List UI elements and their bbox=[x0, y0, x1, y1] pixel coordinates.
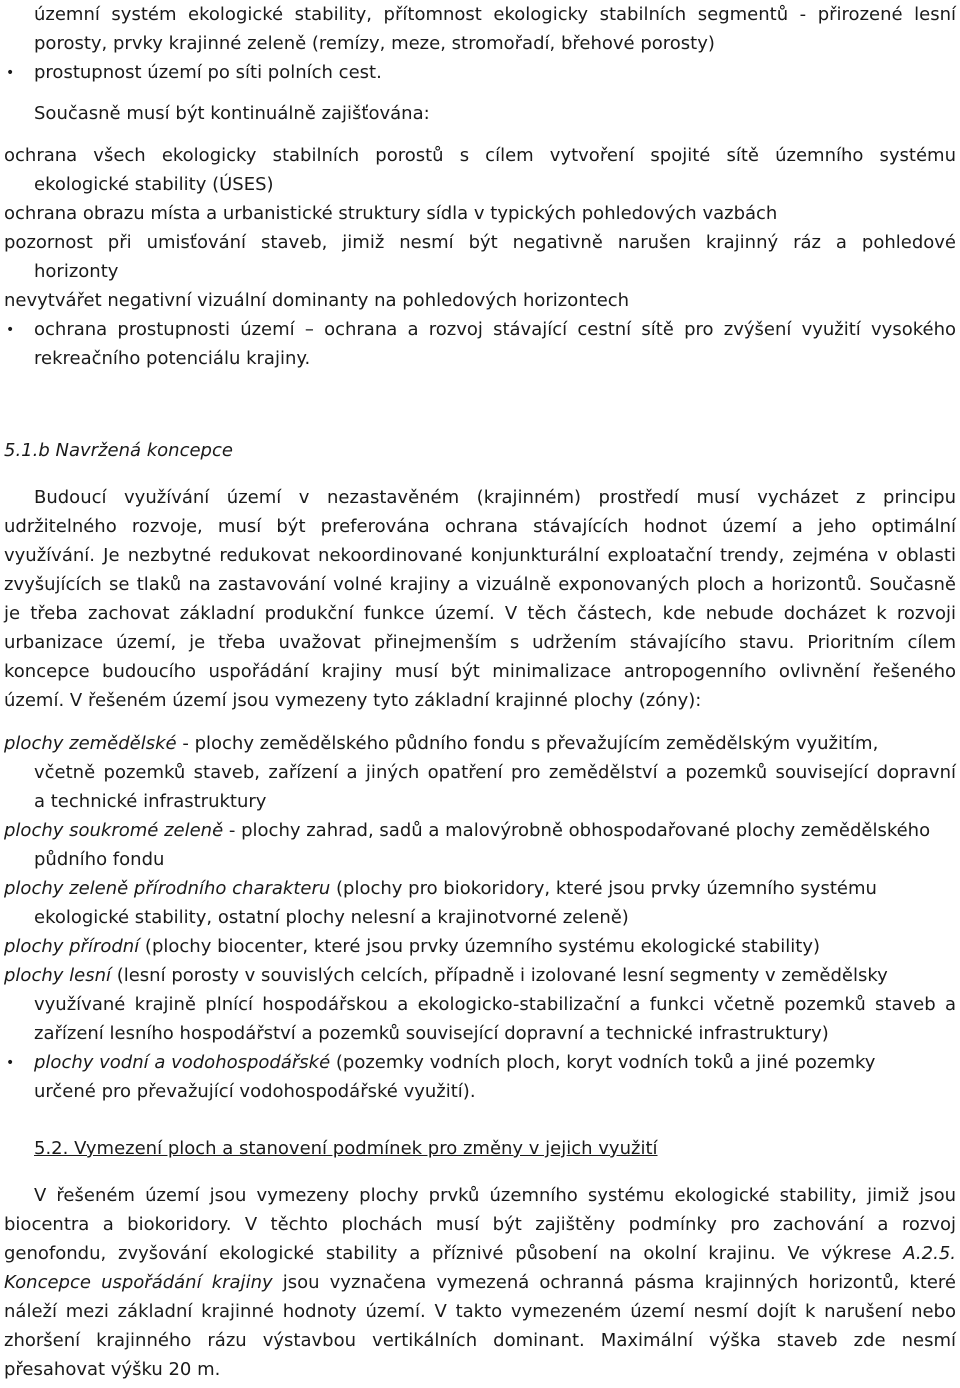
bullet-icon: • bbox=[6, 322, 15, 338]
paragraph-line: je třeba zachovat základní produkční funkce území. V těch částech, kde nebude docházet k rozvoji bbox=[4, 603, 956, 624]
paragraph-line: V řešeném území jsou vymezeny plochy prvků územního systému ekologické stability, jimiž jsou bbox=[34, 1185, 956, 1206]
paragraph-line: Budoucí využívání území v nezastavěném (krajinném) prostředí musí vycházet z principu bbox=[34, 487, 956, 508]
paragraph-line: udržitelného rozvoje, musí být preferována ochrana stávajících hodnot území a jeho optimální bbox=[4, 516, 956, 537]
paragraph-line: zvyšujících se tlaků na zastavování volné krajiny a vizuálně exponovaných ploch a horizontů. Současně bbox=[4, 574, 956, 595]
zone-item-natural-greenery: plochy zeleně přírodního charakteru (plochy pro biokoridory, které jsou prvky územního systému bbox=[4, 878, 877, 899]
text-line: pozornost při umisťování staveb, jimiž nesmí být negativně narušen krajinný ráz a pohledové bbox=[4, 232, 956, 253]
bullet-icon: • bbox=[6, 65, 15, 81]
text-line: ekologické stability (ÚSES) bbox=[34, 174, 274, 195]
paragraph-line: náleží mezi základní krajinné hodnoty území. V takto vymezeném území nesmí dojít k narušení nebo bbox=[4, 1301, 956, 1322]
zone-item-line: a technické infrastruktury bbox=[34, 791, 267, 812]
text-line: horizonty bbox=[34, 261, 119, 282]
zone-item-line: půdního fondu bbox=[34, 849, 165, 870]
zone-item-line: ekologické stability, ostatní plochy nelesní a krajinotvorné zeleně) bbox=[34, 907, 629, 928]
text-line: Současně musí být kontinuálně zajišťována: bbox=[34, 103, 430, 124]
zone-item-line: využívané krajině plnící hospodářskou a ekologicko-stabilizační a funkci včetně pozemků staveb a bbox=[34, 994, 956, 1015]
text-line: porosty, prvky krajinné zeleně (remízy, meze, stromořadí, břehové porosty) bbox=[34, 33, 715, 54]
zone-item-water: plochy vodní a vodohospodářské (pozemky vodních ploch, koryt vodních toků a jiné pozemky bbox=[34, 1052, 876, 1073]
zone-item-line: zařízení lesního hospodářství a pozemků související dopravní a technické infrastruktury) bbox=[34, 1023, 829, 1044]
zone-item-line: včetně pozemků staveb, zařízení a jiných opatření pro zemědělství a pozemků související dopravní bbox=[34, 762, 956, 783]
zone-item-forest: plochy lesní (lesní porosty v souvislých celcích, případně i izolované lesní segmenty v zemědělsky bbox=[4, 965, 888, 986]
paragraph-line: Koncepce uspořádání krajiny jsou vyznačena vymezená ochranná pásma krajinných horizontů, které bbox=[4, 1272, 956, 1293]
text-line: ochrana prostupnosti území – ochrana a rozvoj stávající cestní sítě pro zvýšení využití vysokého bbox=[34, 319, 956, 340]
paragraph-line: území. V řešeném území jsou vymezeny tyto základní krajinné plochy (zóny): bbox=[4, 690, 702, 711]
paragraph-line: biocentra a biokoridory. V těchto plochách musí být zajištěny podmínky pro zachování a rozvoj bbox=[4, 1214, 956, 1235]
section-heading: 5.1.b Navržená koncepce bbox=[4, 440, 233, 461]
paragraph-line: přesahovat výšku 20 m. bbox=[4, 1359, 221, 1380]
zone-item-line: určené pro převažující vodohospodářské využití). bbox=[34, 1081, 476, 1102]
zone-item-natural: plochy přírodní (plochy biocenter, které jsou prvky územního systému ekologické stability) bbox=[4, 936, 821, 957]
zone-item-agricultural: plochy zemědělské - plochy zemědělského půdního fondu s převažujícím zemědělským využitím, bbox=[4, 733, 879, 754]
text-line: nevytvářet negativní vizuální dominanty na pohledových horizontech bbox=[4, 290, 630, 311]
text-line: územní systém ekologické stability, přítomnost ekologicky stabilních segmentů - přirozené lesní bbox=[34, 4, 956, 25]
section-heading: 5.2. Vymezení ploch a stanovení podmínek pro změny v jejich využití bbox=[34, 1138, 658, 1159]
paragraph-line: zhoršení krajinného rázu výstavbou vertikálních dominant. Maximální výška staveb zde nesmí bbox=[4, 1330, 956, 1351]
paragraph-line: urbanizace území, je třeba uvažovat přinejmenším s udržením stávajícího stavu. Prioritním cílem bbox=[4, 632, 956, 653]
zone-item-private-greenery: plochy soukromé zeleně - plochy zahrad, sadů a malovýrobně obhospodařované plochy zemědělského bbox=[4, 820, 931, 841]
bullet-icon: • bbox=[6, 1055, 15, 1071]
text-line: rekreačního potenciálu krajiny. bbox=[34, 348, 311, 369]
text-line: ochrana všech ekologicky stabilních porostů s cílem vytvoření spojité sítě územního systému bbox=[4, 145, 956, 166]
paragraph-line: koncepce budoucího uspořádání krajiny musí být minimalizace antropogenního ovlivnění řešeného bbox=[4, 661, 956, 682]
text-line: ochrana obrazu místa a urbanistické struktury sídla v typických pohledových vazbách bbox=[4, 203, 778, 224]
paragraph-line: genofondu, zvyšování ekologické stability a příznivé působení na okolní krajinu. Ve výkrese A.2.5. bbox=[4, 1243, 956, 1264]
paragraph-line: využívání. Je nezbytné redukovat nekoordinované konjunkturální exploatační trendy, zejména v oblasti bbox=[4, 545, 956, 566]
text-line: prostupnost území po síti polních cest. bbox=[34, 62, 382, 83]
